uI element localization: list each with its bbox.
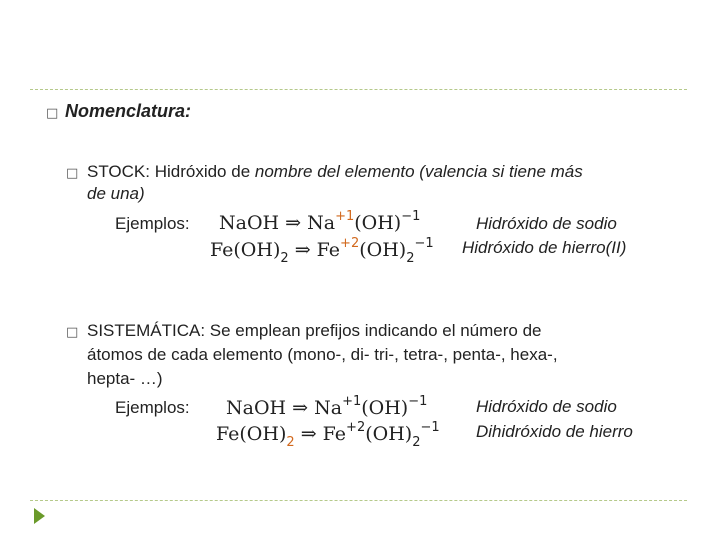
stock-line-2: de una) <box>87 184 145 203</box>
charge: −1 <box>408 394 428 409</box>
formula-text: NaOH <box>226 397 287 419</box>
sist-example-2-name: Dihidróxido de hierro <box>476 422 633 441</box>
sist-line-3: hepta- …) <box>87 369 163 388</box>
charge: −1 <box>414 236 434 251</box>
charge: −1 <box>420 420 440 435</box>
formula-text: Na <box>314 397 343 419</box>
bullet-icon: □ <box>46 106 59 121</box>
sist-formula-naoh <box>226 394 427 419</box>
stock-example-1-name: Hidróxido de sodio <box>476 214 617 233</box>
arrow-icon: ⇒ <box>294 239 311 261</box>
charge: +1 <box>335 209 355 224</box>
formula-text: Na <box>307 212 336 234</box>
next-slide-arrow-icon[interactable] <box>34 508 45 524</box>
sist-line-1: SISTEMÁTICA: Se emplean prefijos indicando el número de <box>87 321 542 340</box>
charge: −1 <box>401 209 421 224</box>
formula-text: (OH) <box>354 212 402 234</box>
bullet-icon: □ <box>66 166 79 181</box>
bullet-icon: □ <box>66 325 79 340</box>
subscript: 2 <box>286 435 295 450</box>
formula-text: Fe <box>316 239 341 261</box>
charge: +2 <box>346 420 366 435</box>
arrow-icon: ⇒ <box>292 397 309 419</box>
section-heading: Nomenclatura: <box>65 101 192 121</box>
charge: +2 <box>340 236 360 251</box>
stock-examples-label: Ejemplos: <box>115 214 190 233</box>
sist-example-1-name: Hidróxido de sodio <box>476 397 617 416</box>
bottom-divider <box>30 500 687 501</box>
arrow-icon: ⇒ <box>285 212 302 234</box>
formula-text: Fe <box>322 423 347 445</box>
stock-formula-feoh <box>210 236 434 266</box>
stock-prefix: STOCK: Hidróxido de <box>87 162 255 181</box>
formula-text: (OH) <box>361 397 409 419</box>
charge: +1 <box>342 394 362 409</box>
stock-italic: nombre del elemento (valencia si tiene más <box>254 162 583 181</box>
arrow-icon: ⇒ <box>300 423 317 445</box>
sist-examples-label: Ejemplos: <box>115 398 190 417</box>
subscript: 2 <box>406 251 415 266</box>
sist-formula-feoh <box>216 420 440 450</box>
formula-text: NaOH <box>219 212 280 234</box>
formula-text: Fe(OH) <box>210 239 281 261</box>
top-divider <box>30 89 687 90</box>
subscript: 2 <box>412 435 421 450</box>
subscript: 2 <box>280 251 289 266</box>
formula-text: Fe(OH) <box>216 423 287 445</box>
sist-line-2: átomos de cada elemento (mono-, di- tri-, tetra-, penta-, hexa-, <box>87 345 558 364</box>
formula-text: (OH) <box>359 239 407 261</box>
formula-text: (OH) <box>365 423 413 445</box>
stock-formula-naoh <box>219 209 420 234</box>
stock-example-2-name: Hidróxido de hierro(II) <box>462 238 627 257</box>
stock-line-1 <box>87 162 583 182</box>
